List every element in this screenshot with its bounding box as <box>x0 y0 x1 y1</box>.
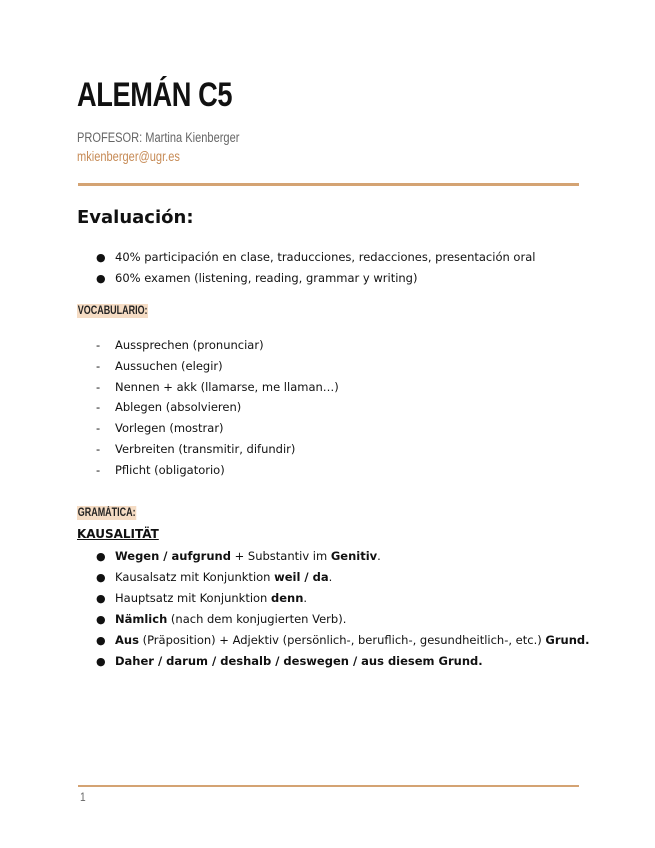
bullet-icon: ● <box>96 655 106 668</box>
list-item: - Nennen + akk (llamarse, me llaman…) <box>77 377 339 398</box>
bullet-icon: ● <box>96 550 106 563</box>
dash-icon: - <box>96 338 101 352</box>
bullet-icon: ● <box>96 613 106 626</box>
professor-email: mkienberger@ugr.es <box>77 149 180 164</box>
bullet-icon: ● <box>96 592 106 605</box>
document-title: ALEMÁN C5 <box>77 76 233 114</box>
header-divider <box>78 183 579 186</box>
list-item: - Vorlegen (mostrar) <box>77 418 339 439</box>
bullet-icon: ● <box>96 272 106 285</box>
list-item: ● Wegen / aufgrund + Substantiv im Genitiv. <box>77 546 589 567</box>
list-item: ● 60% examen (listening, reading, grammar y writing) <box>77 268 535 289</box>
footer-divider <box>78 785 579 787</box>
list-item: ● 40% participación en clase, traducciones, redacciones, presentación oral <box>77 247 535 268</box>
evaluation-heading: Evaluación: <box>77 207 194 228</box>
grammar-label: GRAMÁTICA: <box>77 507 136 519</box>
page-number: 1 <box>80 790 86 804</box>
dash-icon: - <box>96 400 101 415</box>
vocabulary-list <box>77 335 339 481</box>
list-item: ● Kausalsatz mit Konjunktion weil / da. <box>77 567 589 588</box>
dash-icon: - <box>96 421 101 436</box>
professor-line: PROFESOR: Martina Kienberger <box>77 130 240 145</box>
bullet-icon: ● <box>96 251 106 264</box>
list-item: ● Nämlich (nach dem konjugierten Verb). <box>77 609 589 630</box>
list-item: - Verbreiten (transmitir, difundir) <box>77 439 339 460</box>
list-item: - Aussuchen (elegir) <box>77 356 339 377</box>
list-item: ● Aus (Präposition) + Adjektiv (persönlich-, beruflich-, gesundheitlich-, etc.) Grund. <box>77 630 589 651</box>
list-item: ● Hauptsatz mit Konjunktion denn. <box>77 588 589 609</box>
dash-icon: - <box>96 462 101 477</box>
dash-icon: - <box>96 441 101 456</box>
list-item: ● Daher / darum / deshalb / deswegen / aus diesem Grund. <box>77 651 589 672</box>
vocabulary-label: VOCABULARIO: <box>77 305 148 317</box>
dash-icon: - <box>96 379 101 394</box>
bullet-icon: ● <box>96 571 106 584</box>
bullet-icon: ● <box>96 634 106 647</box>
list-item: - Aussprechen (pronunciar) <box>77 335 339 356</box>
dash-icon: - <box>96 358 101 373</box>
list-item: - Pflicht (obligatorio) <box>77 460 339 481</box>
list-item: - Ablegen (absolvieren) <box>77 397 339 418</box>
evaluation-list <box>77 247 535 289</box>
grammar-list <box>77 546 589 672</box>
kausalitaet-heading: KAUSALITÄT <box>77 527 159 541</box>
